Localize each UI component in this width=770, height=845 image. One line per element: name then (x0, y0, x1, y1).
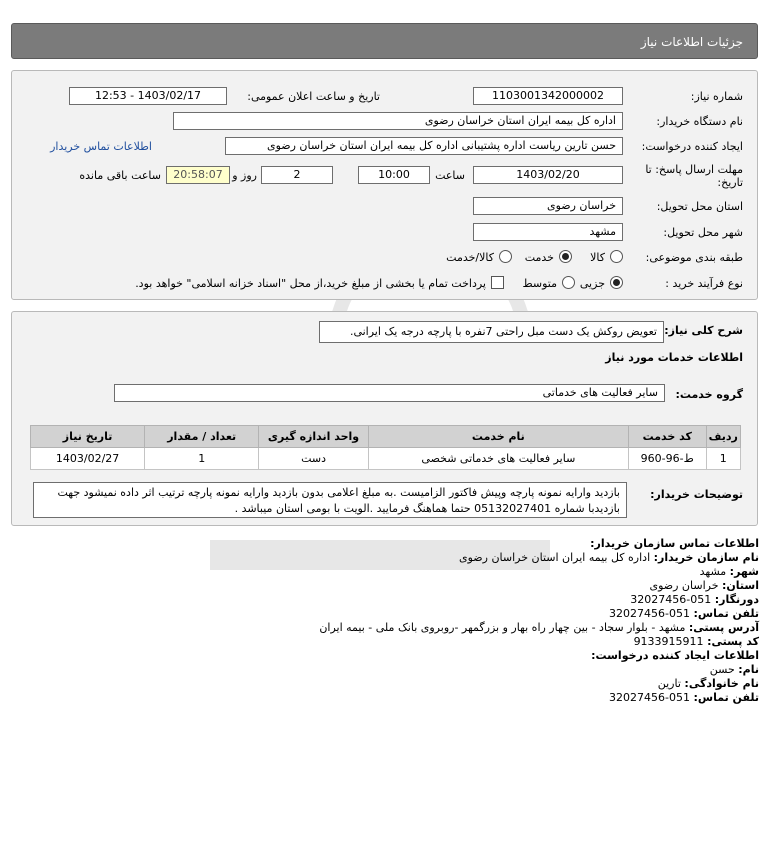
creator-label: ایجاد کننده درخواست: (641, 140, 743, 153)
treasury-payment-checkbox[interactable] (491, 276, 504, 289)
contact-org-label: نام سازمان خریدار: (653, 551, 759, 564)
buyer-label: نام دستگاه خریدار: (656, 115, 743, 128)
creator-name: حسن (709, 663, 735, 676)
creator-family-label: نام خانوادگی: (684, 677, 759, 690)
deadline-date-field: 1403/02/20 (473, 166, 623, 184)
contact-city: مشهد (699, 565, 727, 578)
cell-quantity: 1 (145, 448, 259, 470)
creator-name-label: نام: (738, 663, 759, 676)
cell-need-date: 1403/02/27 (31, 448, 145, 470)
announce-label: تاریخ و ساعت اعلان عمومی: (247, 90, 380, 103)
service-group-label: گروه خدمت: (675, 388, 743, 401)
process-radio-minor[interactable] (610, 276, 623, 289)
category-label: طبقه بندی موضوعی: (645, 251, 743, 264)
contact-province: خراسان رضوی (649, 579, 719, 592)
contact-phone-label: تلفن تماس: (693, 607, 759, 620)
page-header (11, 23, 758, 59)
contact-title: اطلاعات تماس سازمان خریدار: (590, 537, 759, 550)
process-option-medium: متوسط (522, 277, 557, 290)
contact-province-label: استان: (722, 579, 759, 592)
process-label: نوع فرآیند خرید : (665, 277, 743, 290)
contact-address: مشهد - بلوار سجاد - بین چهار راه بهار و بزرگمهر -روبروی بانک ملی - بیمه ایران (319, 621, 686, 634)
creator-phone-label: تلفن تماس: (693, 691, 759, 704)
description-field: تعویض روکش یک دست مبل راحتی 7نفره با پارچه درجه یک ایرانی. (319, 321, 664, 343)
city-label: شهر محل تحویل: (663, 226, 743, 239)
category-option-goods: کالا (590, 251, 605, 264)
process-option-minor: جزیی (579, 277, 605, 290)
contact-fax-label: دورنگار: (714, 593, 759, 606)
contact-fax: 051-32027456 (630, 593, 712, 606)
treasury-payment-text: پرداخت تمام یا بخشی از مبلغ خرید،از محل "اسناد خزانه اسلامی" خواهد بود. (135, 277, 486, 290)
cell-service-name: سایر فعالیت های خدماتی شخصی (368, 448, 628, 470)
creator-info-title: اطلاعات ایجاد کننده درخواست: (591, 649, 759, 662)
creator-family: تارین (657, 677, 681, 690)
category-radio-service[interactable] (559, 250, 572, 263)
deadline-label: مهلت ارسال پاسخ: تا تاریخ: (645, 163, 743, 189)
remaining-label: ساعت باقی مانده (79, 169, 161, 182)
contact-org: اداره کل بیمه ایران استان خراسان رضوی (459, 551, 651, 564)
buyer-field: اداره کل بیمه ایران استان خراسان رضوی (173, 112, 623, 130)
category-option-service: خدمت (524, 251, 554, 264)
cell-row-number: 1 (706, 448, 740, 470)
remaining-time-field: 20:58:07 (166, 166, 230, 184)
buyer-contact-section (19, 537, 759, 705)
contact-address-label: آدرس پستی: (688, 621, 759, 634)
col-header-unit: واحد اندازه گیری (259, 426, 369, 448)
service-group-field: سایر فعالیت های خدماتی (114, 384, 665, 402)
creator-phone: 051-32027456 (609, 691, 691, 704)
buyer-notes-label: توضیحات خریدار: (650, 488, 743, 501)
table-header-row (31, 426, 741, 448)
need-number-field: 1103001342000002 (473, 87, 623, 105)
province-field: خراسان رضوی (473, 197, 623, 215)
contact-postal: 9133915911 (633, 635, 704, 648)
time-label: ساعت (435, 169, 465, 182)
category-radio-goods[interactable] (610, 250, 623, 263)
announce-datetime-field: 1403/02/17 - 12:53 (69, 87, 227, 105)
contact-city-label: شهر: (729, 565, 759, 578)
col-header-row-number: ردیف (706, 426, 740, 448)
page-title: جزئیات اطلاعات نیاز (640, 35, 743, 49)
buyer-contact-link[interactable]: اطلاعات تماس خریدار (50, 140, 152, 153)
cell-unit: دست (259, 448, 369, 470)
category-radio-goods-service[interactable] (499, 250, 512, 263)
province-label: استان محل تحویل: (656, 200, 743, 213)
services-table (30, 425, 741, 470)
creator-field: حسن تارین رياست اداره پشتیبانی اداره کل بیمه ایران استان خراسان رضوی (225, 137, 623, 155)
buyer-notes-field: بازدید وارایه نمونه پارچه وپیش فاکتور الزامیست .به مبلغ اعلامی بدون بازدید وارایه نمونه پارچه ترتیب اثر داده نمیشود جهت بازدیدبا شماره 05132027401 حتما هماهنگ فرمایید .الویت با بومی استان میباشد . (33, 482, 627, 518)
col-header-service-name: نام خدمت (368, 426, 628, 448)
deadline-time-field: 10:00 (358, 166, 430, 184)
col-header-service-code: کد خدمت (628, 426, 706, 448)
need-number-label: شماره نیاز: (690, 90, 743, 103)
services-title: اطلاعات خدمات مورد نیاز (605, 351, 743, 364)
days-label: روز و (232, 169, 257, 182)
need-details-panel (11, 70, 758, 300)
col-header-quantity: تعداد / مقدار (145, 426, 259, 448)
contact-phone: 051-32027456 (609, 607, 691, 620)
contact-postal-label: کد پستی: (707, 635, 759, 648)
col-header-need-date: تاریخ نیاز (31, 426, 145, 448)
process-radio-medium[interactable] (562, 276, 575, 289)
table-row (31, 448, 741, 470)
days-field: 2 (261, 166, 333, 184)
cell-service-code: ط-96-960 (628, 448, 706, 470)
description-label: شرح کلی نیاز: (664, 324, 743, 337)
need-description-panel (11, 311, 758, 526)
city-field: مشهد (473, 223, 623, 241)
category-option-goods-service: کالا/خدمت (446, 251, 494, 264)
